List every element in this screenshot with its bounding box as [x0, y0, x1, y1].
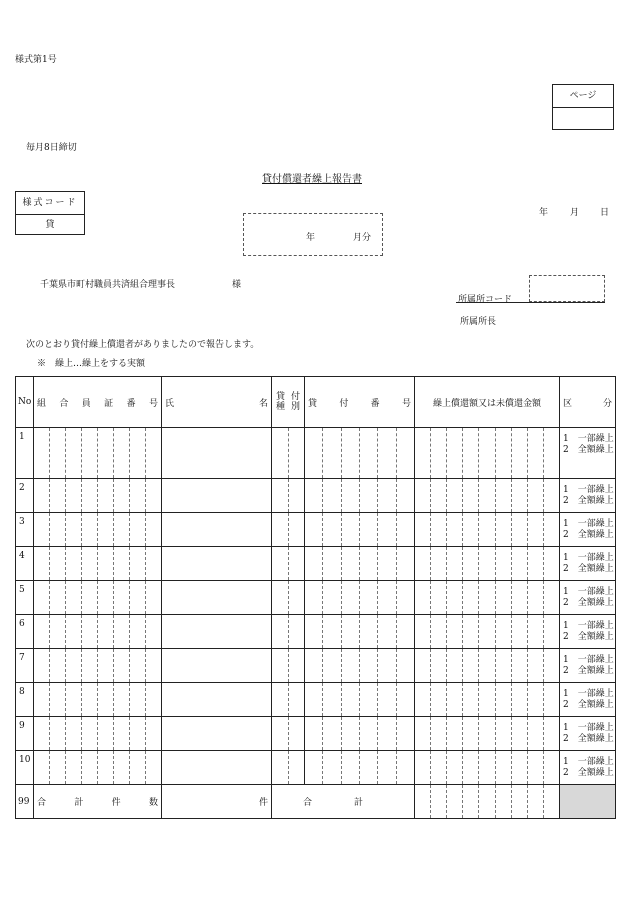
- period-box[interactable]: [243, 213, 383, 256]
- row-number: 5: [16, 581, 34, 615]
- category-option-partial: 1 一部繰上: [563, 587, 614, 597]
- loan-type-cell[interactable]: [272, 649, 305, 683]
- amount-cell[interactable]: [415, 581, 560, 615]
- total-sum-label: 合 計: [272, 785, 415, 819]
- category-option-full: 2 全額繰上: [563, 666, 614, 676]
- table-row: [16, 683, 616, 717]
- total-no: 99: [16, 785, 34, 819]
- row-number: 9: [16, 717, 34, 751]
- amount-cell[interactable]: [415, 479, 560, 513]
- amount-cell[interactable]: [415, 751, 560, 785]
- loan-no-cell[interactable]: [305, 428, 415, 479]
- deadline-text: 毎月8日締切: [26, 143, 77, 153]
- total-row: [16, 785, 616, 819]
- amount-cell[interactable]: [415, 547, 560, 581]
- loan-type-cell[interactable]: [272, 547, 305, 581]
- name-cell[interactable]: [162, 683, 272, 717]
- name-cell[interactable]: [162, 513, 272, 547]
- table-row: [16, 649, 616, 683]
- note-text: ※ 繰上…繰上をする実額: [37, 359, 146, 369]
- row-number: 1: [16, 428, 34, 479]
- header-category: 区 分: [560, 377, 616, 428]
- office-head-label: 所属所長: [460, 317, 497, 327]
- name-cell[interactable]: [162, 649, 272, 683]
- date-day: 日: [600, 208, 610, 218]
- category-option-partial: 1 一部繰上: [563, 757, 614, 767]
- member-id-cell[interactable]: [34, 683, 162, 717]
- style-code-value: 貸: [45, 220, 55, 230]
- date-year: 年: [539, 208, 549, 218]
- office-code-input[interactable]: [529, 275, 605, 302]
- category-cell[interactable]: [560, 581, 616, 615]
- loan-no-cell[interactable]: [305, 479, 415, 513]
- category-option-partial: 1 一部繰上: [563, 723, 614, 733]
- loan-type-cell[interactable]: [272, 683, 305, 717]
- addressee-name: 千葉県市町村職員共済組合理事長: [40, 280, 176, 290]
- member-id-cell[interactable]: [34, 479, 162, 513]
- period-year: 年: [306, 233, 316, 243]
- loan-no-cell[interactable]: [305, 649, 415, 683]
- row-number: 7: [16, 649, 34, 683]
- category-option-full: 2 全額繰上: [563, 530, 614, 540]
- category-option-partial: 1 一部繰上: [563, 485, 614, 495]
- amount-cell[interactable]: [415, 428, 560, 479]
- amount-cell[interactable]: [415, 683, 560, 717]
- member-id-cell[interactable]: [34, 428, 162, 479]
- table-header: [16, 377, 616, 428]
- category-option-full: 2 全額繰上: [563, 700, 614, 710]
- addressee-honorific: 様: [232, 280, 242, 290]
- table-row: [16, 717, 616, 751]
- table-row: [16, 751, 616, 785]
- category-option-partial: 1 一部繰上: [563, 689, 614, 699]
- date-month: 月: [570, 208, 580, 218]
- table-row: [16, 615, 616, 649]
- amount-cell[interactable]: [415, 513, 560, 547]
- category-cell[interactable]: [560, 649, 616, 683]
- member-id-cell[interactable]: [34, 649, 162, 683]
- name-cell[interactable]: [162, 615, 272, 649]
- row-number: 3: [16, 513, 34, 547]
- row-number: 2: [16, 479, 34, 513]
- amount-cell[interactable]: [415, 717, 560, 751]
- period-month: 月分: [353, 233, 372, 243]
- total-amount-cell[interactable]: [415, 785, 560, 819]
- table-row: [16, 479, 616, 513]
- table-row: [16, 547, 616, 581]
- loan-type-cell[interactable]: [272, 581, 305, 615]
- loan-no-cell[interactable]: [305, 615, 415, 649]
- category-option-full: 2 全額繰上: [563, 632, 614, 642]
- loan-no-cell[interactable]: [305, 751, 415, 785]
- category-option-partial: 1 一部繰上: [563, 434, 614, 444]
- category-option-full: 2 全額繰上: [563, 445, 614, 455]
- page-box: [552, 84, 614, 130]
- loan-type-cell[interactable]: [272, 615, 305, 649]
- category-option-partial: 1 一部繰上: [563, 519, 614, 529]
- category-option-partial: 1 一部繰上: [563, 553, 614, 563]
- row-number: 4: [16, 547, 34, 581]
- form-number: 様式第1号: [15, 55, 57, 65]
- loan-no-cell[interactable]: [305, 513, 415, 547]
- name-cell[interactable]: [162, 751, 272, 785]
- table-row: [16, 581, 616, 615]
- header-no: No: [16, 377, 34, 428]
- category-cell[interactable]: [560, 547, 616, 581]
- category-option-full: 2 全額繰上: [563, 564, 614, 574]
- member-id-cell[interactable]: [34, 547, 162, 581]
- member-id-cell[interactable]: [34, 751, 162, 785]
- member-id-cell[interactable]: [34, 581, 162, 615]
- header-amount: 繰上償還額又は未償還金額: [415, 377, 560, 428]
- amount-cell[interactable]: [415, 615, 560, 649]
- style-code-label: 様式コード: [16, 192, 84, 215]
- table-row: [16, 513, 616, 547]
- category-cell[interactable]: [560, 479, 616, 513]
- header-name: 氏 名: [162, 377, 272, 428]
- table-row: [16, 428, 616, 479]
- name-cell[interactable]: [162, 581, 272, 615]
- member-id-cell[interactable]: [34, 513, 162, 547]
- loan-type-cell[interactable]: [272, 751, 305, 785]
- name-cell[interactable]: [162, 428, 272, 479]
- loan-type-cell[interactable]: [272, 428, 305, 479]
- header-loan-type: 貸 種 付 別: [272, 377, 305, 428]
- loan-no-cell[interactable]: [305, 717, 415, 751]
- category-cell[interactable]: [560, 615, 616, 649]
- category-cell[interactable]: [560, 751, 616, 785]
- name-cell[interactable]: [162, 479, 272, 513]
- row-number: 10: [16, 751, 34, 785]
- office-code-underline: [456, 302, 605, 303]
- total-count-label: 合 計 件 数: [34, 785, 162, 819]
- member-id-cell[interactable]: [34, 717, 162, 751]
- row-number: 6: [16, 615, 34, 649]
- category-option-full: 2 全額繰上: [563, 734, 614, 744]
- category-cell[interactable]: [560, 513, 616, 547]
- category-cell[interactable]: [560, 428, 616, 479]
- member-id-cell[interactable]: [34, 615, 162, 649]
- page-title: 貸付償還者繰上報告書: [262, 174, 362, 185]
- name-cell[interactable]: [162, 547, 272, 581]
- category-cell[interactable]: [560, 683, 616, 717]
- total-category-cell: [560, 785, 616, 819]
- category-option-partial: 1 一部繰上: [563, 621, 614, 631]
- loan-type-cell[interactable]: [272, 479, 305, 513]
- style-code-box: [15, 191, 85, 235]
- loan-type-cell[interactable]: [272, 513, 305, 547]
- office-code-label: 所属所コード: [458, 295, 513, 305]
- loan-no-cell[interactable]: [305, 683, 415, 717]
- report-table: [15, 376, 616, 819]
- page-value[interactable]: [553, 108, 613, 130]
- category-option-full: 2 全額繰上: [563, 768, 614, 778]
- category-cell[interactable]: [560, 717, 616, 751]
- header-member-id: 組 合 員 証 番 号: [34, 377, 162, 428]
- category-option-partial: 1 一部繰上: [563, 655, 614, 665]
- loan-no-cell[interactable]: [305, 581, 415, 615]
- category-option-full: 2 全額繰上: [563, 496, 614, 506]
- header-loan-no: 貸 付 番 号: [305, 377, 415, 428]
- page-label: ページ: [553, 85, 613, 108]
- loan-type-cell[interactable]: [272, 717, 305, 751]
- row-number: 8: [16, 683, 34, 717]
- total-count-cell[interactable]: 件: [162, 785, 272, 819]
- name-cell[interactable]: [162, 717, 272, 751]
- category-option-full: 2 全額繰上: [563, 598, 614, 608]
- body-text: 次のとおり貸付繰上償還者がありましたので報告します。: [26, 340, 260, 350]
- loan-no-cell[interactable]: [305, 547, 415, 581]
- amount-cell[interactable]: [415, 649, 560, 683]
